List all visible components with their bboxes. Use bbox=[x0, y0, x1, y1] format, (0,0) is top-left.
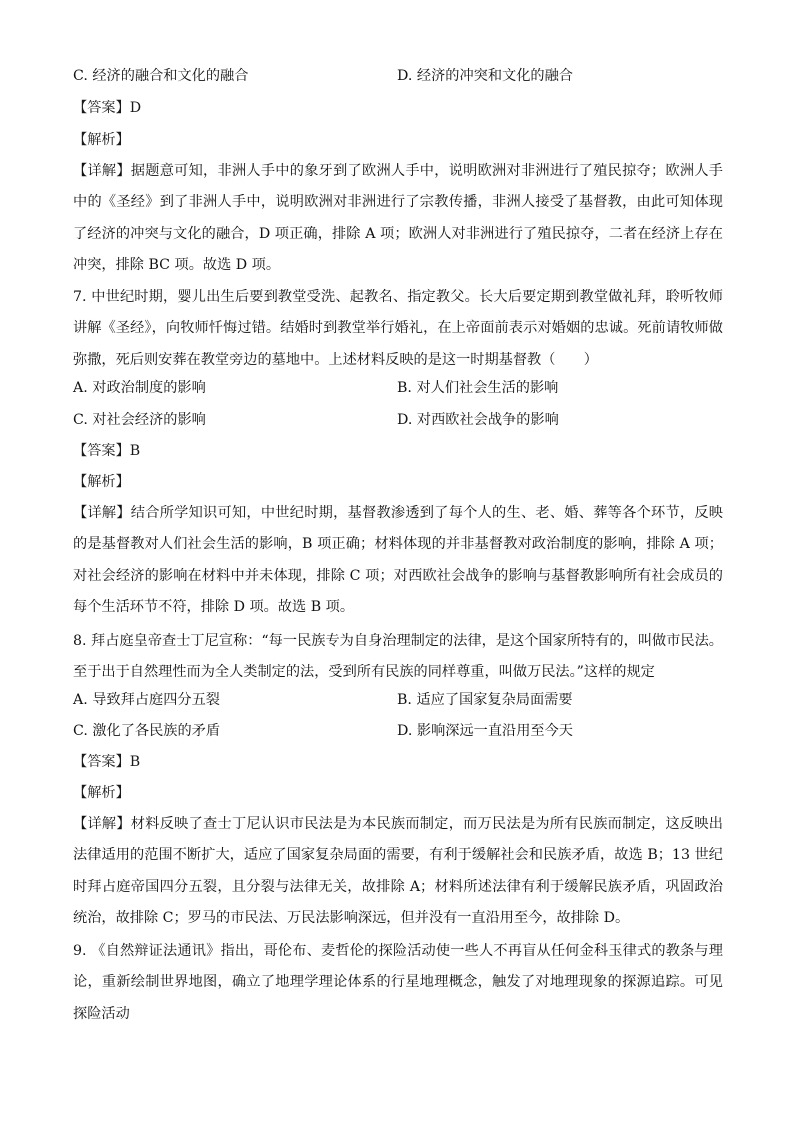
q8-options-row-ab bbox=[73, 690, 733, 710]
q8-detail: 【详解】材料反映了查士丁尼认识市民法是为本民族而制定，而万民法是为所有民族而制定，这反映出法律适用的范围不断扩大，适应了国家复杂局面的需要，有利于缓解社会和民族矛盾，故选 B；13 世纪时拜占庭帝国四分五裂，且分裂与法律无关，故排除 A；材料所述法律有利于缓解民族矛盾，巩固政治统治，故排除 C；罗马的市民法、万民法影响深远，但并没有一直沿用至今，故排除 D。 bbox=[73, 816, 723, 927]
q6-option-d[interactable]: D. 经济的冲突和文化的融合 bbox=[397, 68, 573, 84]
q7-answer: 【答案】B bbox=[73, 443, 141, 459]
q8-answer: 【答案】B bbox=[73, 754, 141, 770]
q6-options-row-cd bbox=[73, 66, 733, 86]
q8-option-a[interactable]: A. 导致拜占庭四分五裂 bbox=[73, 692, 220, 708]
q7-option-c[interactable]: C. 对社会经济的影响 bbox=[73, 412, 206, 428]
q7-analysis-label: 【解析】 bbox=[73, 474, 130, 490]
q6-analysis-label: 【解析】 bbox=[73, 132, 130, 148]
q8-option-d[interactable]: D. 影响深远一直沿用至今天 bbox=[397, 723, 573, 739]
q8-options-row-cd bbox=[73, 721, 733, 741]
q8-stem: 8. 拜占庭皇帝查士丁尼宣称：“每一民族专为自身治理制定的法律，是这个国家所特有的，叫做市民法。至于出于自然理性而为全人类制定的法，受到所有民族的同样尊重，叫做万民法。”这样的规定 bbox=[73, 633, 723, 681]
q6-detail: 【详解】据题意可知，非洲人手中的象牙到了欧洲人手中，说明欧洲对非洲进行了殖民掠夺；欧洲人手中的《圣经》到了非洲人手中，说明欧洲对非洲进行了宗教传播，非洲人接受了基督教，由此可知体现了经济的冲突与文化的融合，D 项正确，排除 A 项；欧洲人对非洲进行了殖民掠夺，二者在经济上存在冲突，排除 BC 项。故选 D 项。 bbox=[73, 163, 723, 274]
q9-stem: 9. 《自然辩证法通讯》指出，哥伦布、麦哲伦的探险活动使一些人不再盲从任何金科玉律式的教条与理论，重新绘制世界地图，确立了地理学理论体系的行星地理概念，触发了对地理现象的探源追踪。可见探险活动 bbox=[73, 943, 723, 1022]
q7-options-row-ab bbox=[73, 378, 733, 398]
q7-detail: 【详解】结合所学知识可知，中世纪时期，基督教渗透到了每个人的生、老、婚、葬等各个环节，反映的是基督教对人们社会生活的影响，B 项正确；材料体现的并非基督教对政治制度的影响，排除 A 项；对社会经济的影响在材料中并未体现，排除 C 项；对西欧社会战争的影响与基督教影响所有社会成员的每个生活环节不符，排除 D 项。故选 B 项。 bbox=[73, 505, 723, 616]
q6-option-c[interactable]: C. 经济的融合和文化的融合 bbox=[73, 68, 249, 84]
q7-options-row-cd bbox=[73, 410, 733, 430]
q7-option-b[interactable]: B. 对人们社会生活的影响 bbox=[397, 380, 559, 396]
q8-option-c[interactable]: C. 激化了各民族的矛盾 bbox=[73, 723, 221, 739]
q8-option-b[interactable]: B. 适应了国家复杂局面需要 bbox=[397, 692, 573, 708]
q7-option-d[interactable]: D. 对西欧社会战争的影响 bbox=[397, 412, 559, 428]
q7-stem: 7. 中世纪时期，婴儿出生后要到教堂受洗、起教名、指定教父。长大后要定期到教堂做礼拜，聆听牧师讲解《圣经》，向牧师忏悔过错。结婚时到教堂举行婚礼，在上帝面前表示对婚姻的忠诚。死前请牧师做弥撒，死后则安葬在教堂旁边的墓地中。上述材料反映的是这一时期基督教（ ） bbox=[73, 289, 723, 368]
q6-answer: 【答案】D bbox=[73, 100, 142, 116]
q8-analysis-label: 【解析】 bbox=[73, 785, 130, 801]
q7-option-a[interactable]: A. 对政治制度的影响 bbox=[73, 380, 206, 396]
